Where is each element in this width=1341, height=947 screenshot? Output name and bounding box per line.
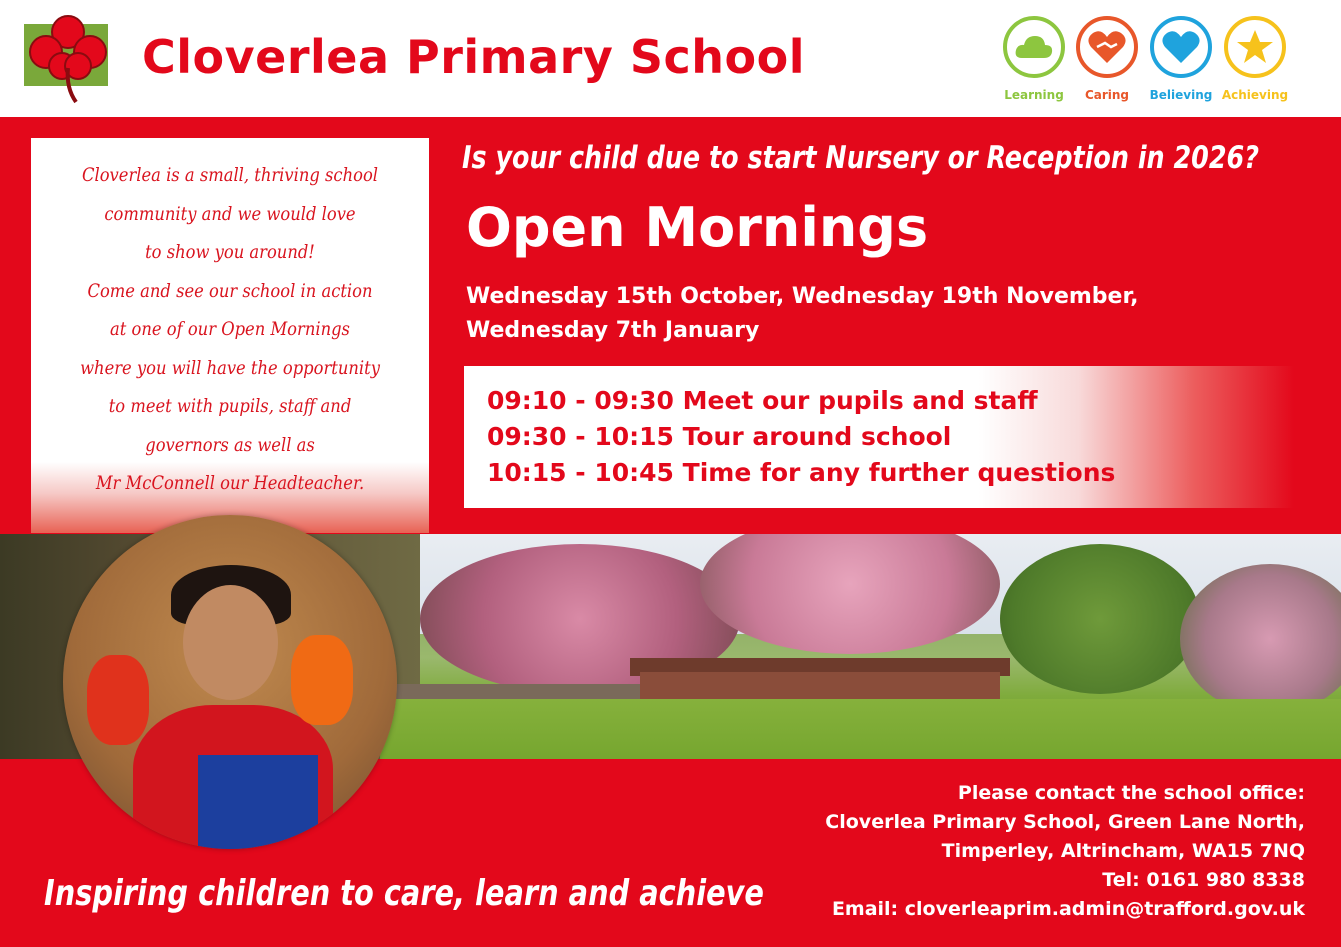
page-title: Open Mornings (466, 196, 929, 259)
blossom-tree (1180, 564, 1341, 714)
value-caring (1071, 16, 1143, 102)
intro-line: to meet with pupils, staff and (108, 395, 352, 417)
dates-line: Wednesday 7th January (466, 318, 760, 343)
intro-line: community and we would love (104, 202, 356, 225)
handshake-heart-icon (1076, 16, 1138, 78)
intro-line: governors as well as (145, 433, 315, 456)
contact-line: Please contact the school office: (957, 782, 1305, 804)
heart-icon (1150, 16, 1212, 78)
value-believing (1145, 16, 1217, 102)
intro-line: Mr McConnell our Headteacher. (95, 472, 365, 494)
open-morning-dates (466, 280, 1286, 348)
intro-box (31, 138, 429, 533)
intro-line: where you will have the opportunity (80, 356, 380, 379)
clover-logo-icon (22, 10, 114, 106)
value-learning (998, 16, 1070, 102)
header (0, 0, 1341, 117)
contact-phone: Tel: 0161 980 8338 (1102, 869, 1305, 891)
schedule-item: 09:30 - 10:15 Tour around school (487, 422, 952, 451)
value-label: Believing (1149, 88, 1213, 102)
intro-text (67, 156, 392, 503)
intro-line: Cloverlea is a small, thriving school (81, 164, 379, 186)
school-field (380, 699, 1341, 759)
photo-red-hand (87, 655, 149, 745)
green-tree (1000, 544, 1200, 694)
contact-line: Timperley, Altrincham, WA15 7NQ (941, 840, 1305, 862)
star-icon (1224, 16, 1286, 78)
blossom-tree (700, 534, 1000, 654)
value-label: Caring (1084, 88, 1130, 102)
schedule-item: 10:15 - 10:45 Time for any further questions (487, 458, 1116, 487)
schedule-box (464, 366, 1294, 508)
start-question: Is your child due to start Nursery or Reception in 2026? (462, 140, 1259, 176)
dates-line: Wednesday 15th October, Wednesday 19th November, (466, 284, 1139, 309)
schedule-item: 09:10 - 09:30 Meet our pupils and staff (487, 386, 1038, 415)
value-label: Learning (1004, 88, 1064, 102)
intro-line: Come and see our school in action (87, 279, 373, 302)
photo-apron (198, 755, 318, 849)
school-name: Cloverlea Primary School (142, 30, 805, 84)
contact-email[interactable]: Email: cloverleaprim.admin@trafford.gov.uk (831, 898, 1305, 920)
value-achieving (1219, 16, 1291, 102)
photo-orange-hand (291, 635, 353, 725)
school-values (998, 16, 1298, 108)
cloud-icon (1003, 16, 1065, 78)
child-painted-hands-photo (63, 515, 397, 849)
intro-line: to show you around! (145, 241, 315, 263)
value-label: Achieving (1221, 88, 1289, 102)
tagline: Inspiring children to care, learn and achieve (44, 873, 764, 914)
intro-line: at one of our Open Mornings (110, 318, 350, 340)
contact-details (825, 779, 1305, 924)
photo-face (183, 585, 278, 700)
contact-line: Cloverlea Primary School, Green Lane North, (825, 811, 1305, 833)
